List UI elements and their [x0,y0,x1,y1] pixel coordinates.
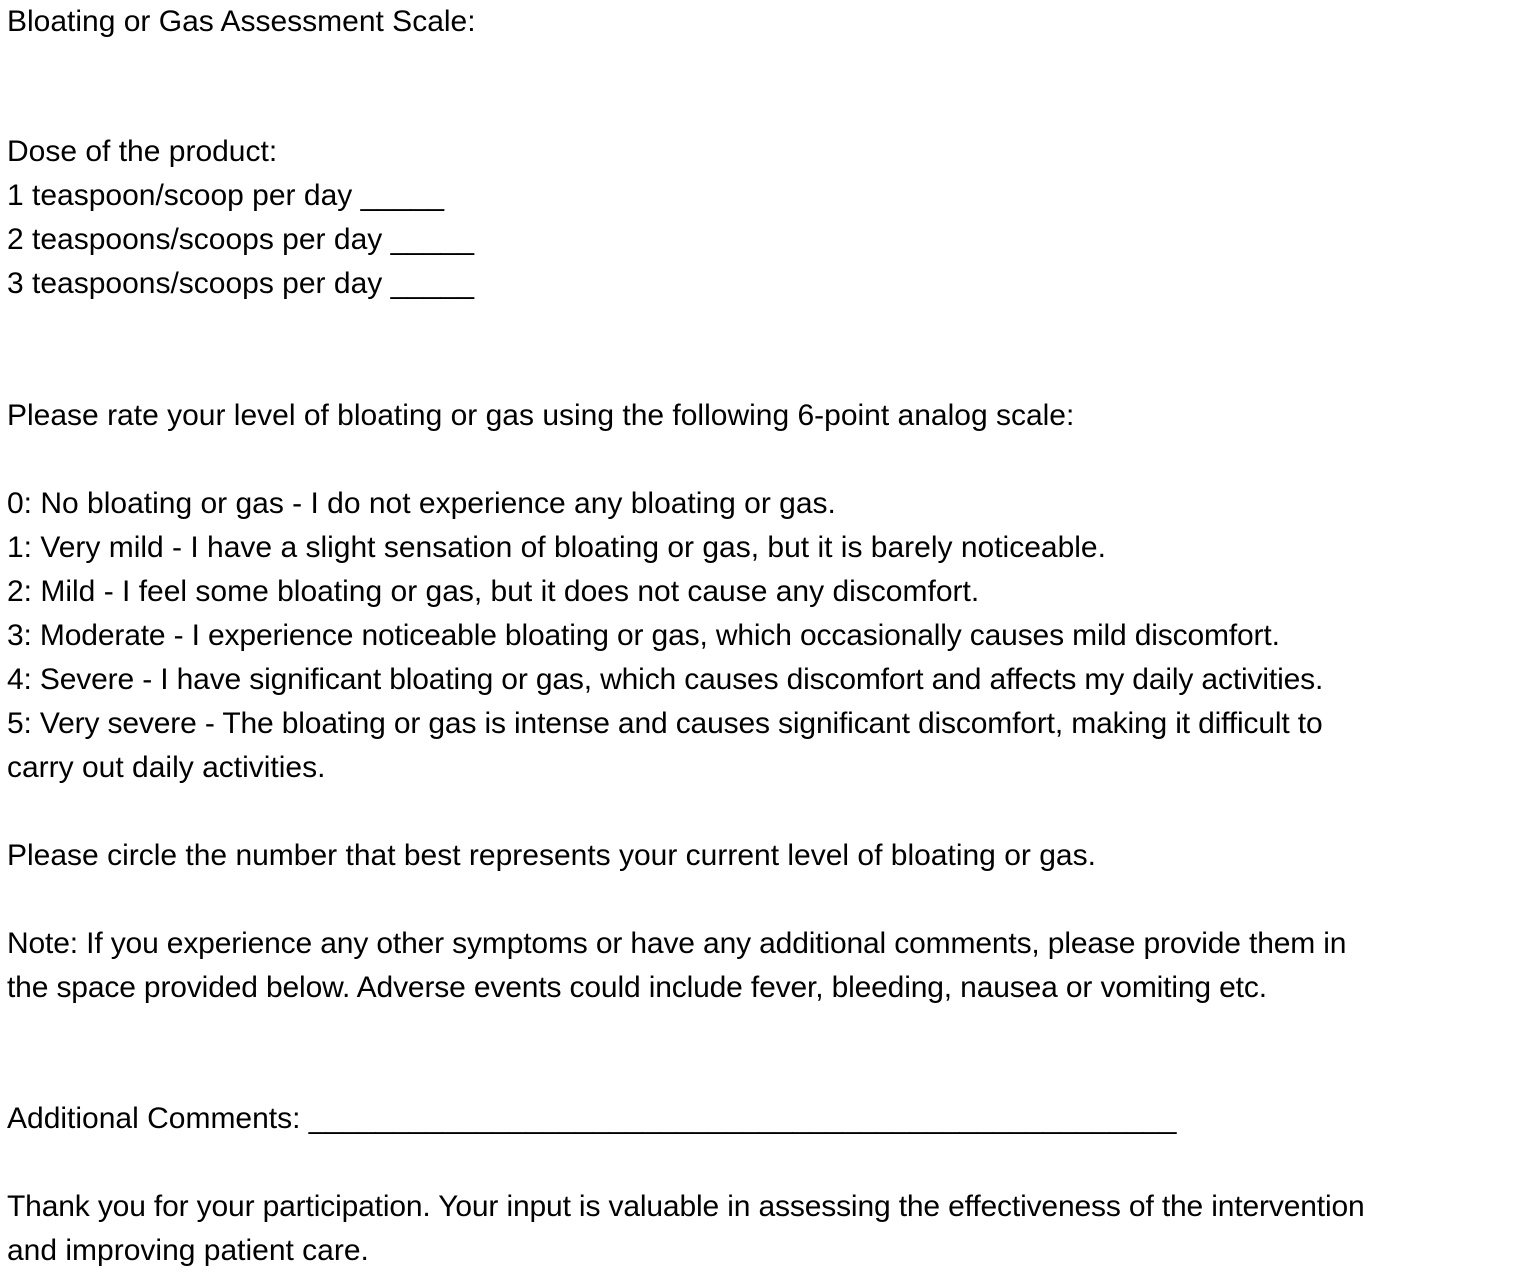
thanks-line-1: Thank you for your participation. Your input is valuable in assessing the effectiveness of the intervention [7,1190,1365,1223]
scale-item-5-continued: carry out daily activities. [7,751,326,784]
dose-option-3[interactable]: 3 teaspoons/scoops per day _____ [7,267,475,300]
circle-instruction: Please circle the number that best represents your current level of bloating or gas. [7,839,1096,872]
form-title: Bloating or Gas Assessment Scale: [7,5,476,38]
scale-item-2: 2: Mild - I feel some bloating or gas, but it does not cause any discomfort. [7,575,980,608]
scale-item-4: 4: Severe - I have significant bloating or gas, which causes discomfort and affects my daily activities. [7,663,1324,696]
note-line-2: the space provided below. Adverse events could include fever, bleeding, nausea or vomiting etc. [7,971,1267,1004]
note-line-1: Note: If you experience any other symptoms or have any additional comments, please provide them in [7,927,1347,960]
dose-option-2[interactable]: 2 teaspoons/scoops per day _____ [7,223,475,256]
thanks-line-2: and improving patient care. [7,1234,369,1267]
additional-comments-field[interactable]: Additional Comments: ____________________________________________________ [7,1102,1177,1135]
scale-item-5: 5: Very severe - The bloating or gas is intense and causes significant discomfort, making it difficult to [7,707,1323,740]
scale-item-0: 0: No bloating or gas - I do not experience any bloating or gas. [7,487,836,520]
scale-item-3: 3: Moderate - I experience noticeable bloating or gas, which occasionally causes mild discomfort. [7,619,1280,652]
dose-heading: Dose of the product: [7,135,278,168]
dose-option-1[interactable]: 1 teaspoon/scoop per day _____ [7,179,445,212]
rating-instruction: Please rate your level of bloating or gas using the following 6-point analog scale: [7,399,1075,432]
scale-item-1: 1: Very mild - I have a slight sensation of bloating or gas, but it is barely noticeable. [7,531,1106,564]
